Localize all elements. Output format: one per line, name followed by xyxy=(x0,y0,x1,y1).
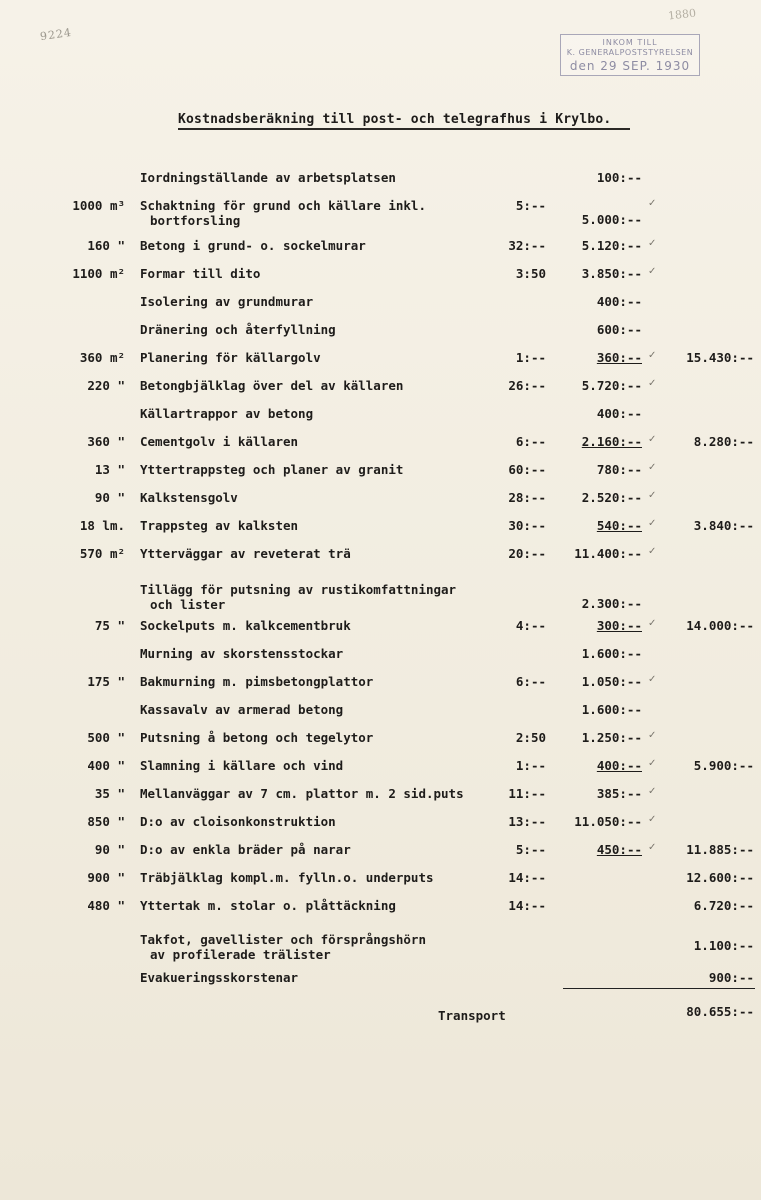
table-row xyxy=(0,490,761,520)
check-mark: ✓ xyxy=(648,462,657,473)
check-mark: ✓ xyxy=(648,238,657,249)
row-amount: 400:-- xyxy=(596,294,642,309)
row-description-line-1: Kassavalv av armerad betong xyxy=(140,702,344,717)
row-description xyxy=(140,238,366,253)
row-quantity: 90 " xyxy=(94,490,125,505)
row-amount: 5.000:-- xyxy=(581,212,642,227)
check-mark: ✓ xyxy=(648,518,657,529)
row-amount: 780:-- xyxy=(596,462,642,477)
row-unit-price: 6:-- xyxy=(515,674,546,689)
check-mark: ✓ xyxy=(648,434,657,445)
transport-total: 80.655:-- xyxy=(686,1004,754,1019)
row-quantity: 220 " xyxy=(87,378,125,393)
stamp-date: den 29 SEP. 1930 xyxy=(569,59,691,73)
row-description-line-1: D:o av enkla bräder på narar xyxy=(140,842,351,857)
check-mark: ✓ xyxy=(648,758,657,769)
row-amount: 400:-- xyxy=(596,406,642,421)
row-description-line-1: Slamning i källare och vind xyxy=(140,758,344,773)
row-description xyxy=(140,814,336,829)
row-unit-price: 3:50 xyxy=(515,266,546,281)
row-description-line-1: Formar till dito xyxy=(140,266,261,281)
row-description xyxy=(140,198,426,228)
row-description-line-1: Sockelputs m. kalkcementbruk xyxy=(140,618,351,633)
row-description-line-1: Betong i grund- o. sockelmurar xyxy=(140,238,366,253)
row-unit-price: 14:-- xyxy=(508,870,546,885)
row-description-line-1: Ytterväggar av reveterat trä xyxy=(140,546,351,561)
row-amount: 100:-- xyxy=(596,170,642,185)
row-description-line-1: Yttertak m. stolar o. plåttäckning xyxy=(140,898,396,913)
corner-pencil-note: 1880 xyxy=(667,6,697,23)
row-description-line-2: och lister xyxy=(150,597,226,612)
row-unit-price: 1:-- xyxy=(515,758,546,773)
row-description xyxy=(140,322,336,337)
row-description xyxy=(140,870,434,885)
row-subtotal: 11.885:-- xyxy=(686,842,754,857)
table-row xyxy=(0,618,761,648)
row-amount: 300:-- xyxy=(596,618,642,633)
check-mark: ✓ xyxy=(648,730,657,741)
row-amount: 450:-- xyxy=(596,842,642,857)
stamp-line-1: INKOM TILL xyxy=(602,38,658,47)
row-amount: 400:-- xyxy=(596,758,642,773)
row-quantity: 850 " xyxy=(87,814,125,829)
row-unit-price: 2:50 xyxy=(515,730,546,745)
row-description xyxy=(140,758,343,773)
row-description-line-1: Takfot, gavellister och försprångshörn xyxy=(140,932,426,947)
sum-line xyxy=(563,988,755,989)
table-row xyxy=(0,870,761,900)
row-description-line-1: Planering för källargolv xyxy=(140,350,321,365)
row-unit-price: 28:-- xyxy=(508,490,546,505)
row-description xyxy=(140,786,464,801)
row-quantity: 90 " xyxy=(94,842,125,857)
row-description-line-1: Schaktning för grund och källare inkl. xyxy=(140,198,426,213)
row-quantity: 160 " xyxy=(87,238,125,253)
row-quantity: 1000 m³ xyxy=(72,198,125,213)
row-description-line-1: Bakmurning m. pimsbetongplattor xyxy=(140,674,374,689)
row-description-line-1: Kalkstensgolv xyxy=(140,490,238,505)
check-mark: ✓ xyxy=(648,674,657,685)
row-subtotal: 15.430:-- xyxy=(686,350,754,365)
row-subtotal: 12.600:-- xyxy=(686,870,754,885)
row-quantity: 75 " xyxy=(94,618,125,633)
row-unit-price: 20:-- xyxy=(508,546,546,561)
row-description-line-2: bortforsling xyxy=(150,213,241,228)
row-unit-price: 26:-- xyxy=(508,378,546,393)
row-quantity: 175 " xyxy=(87,674,125,689)
row-description-line-1: Cementgolv i källaren xyxy=(140,434,299,449)
row-unit-price: 32:-- xyxy=(508,238,546,253)
table-row xyxy=(0,322,761,352)
row-amount: 1.600:-- xyxy=(581,646,642,661)
row-unit-price: 4:-- xyxy=(515,618,546,633)
row-subtotal: 14.000:-- xyxy=(686,618,754,633)
row-subtotal: 1.100:-- xyxy=(693,938,754,953)
row-amount: 540:-- xyxy=(596,518,642,533)
row-unit-price: 5:-- xyxy=(515,842,546,857)
check-mark: ✓ xyxy=(648,198,657,209)
row-description xyxy=(140,406,313,421)
row-unit-price: 1:-- xyxy=(515,350,546,365)
row-quantity: 570 m² xyxy=(79,546,125,561)
table-row xyxy=(0,378,761,408)
document-title: Kostnadsberäkning till post- och telegrafhus i Krylbo. xyxy=(178,112,612,127)
row-description-line-1: Träbjälklag kompl.m. fylln.o. underputs xyxy=(140,870,434,885)
row-description xyxy=(140,434,298,449)
row-description xyxy=(140,170,396,185)
row-amount: 3.850:-- xyxy=(581,266,642,281)
row-amount: 1.050:-- xyxy=(581,674,642,689)
table-row xyxy=(0,350,761,380)
row-description xyxy=(140,898,396,913)
table-row xyxy=(0,898,761,928)
table-row xyxy=(0,646,761,676)
row-description-line-1: Murning av skorstensstockar xyxy=(140,646,344,661)
transport-label: Transport xyxy=(438,1008,506,1023)
row-unit-price: 5:-- xyxy=(515,198,546,213)
received-stamp xyxy=(560,34,700,76)
row-description xyxy=(140,646,343,661)
table-row xyxy=(0,238,761,268)
row-quantity: 1100 m² xyxy=(72,266,125,281)
row-description xyxy=(140,618,351,633)
table-row xyxy=(0,198,761,228)
row-description-line-1: Mellanväggar av 7 cm. plattor m. 2 sid.puts xyxy=(140,786,464,801)
row-description-line-1: Dränering och återfyllning xyxy=(140,322,336,337)
row-amount: 2.160:-- xyxy=(581,434,642,449)
row-description xyxy=(140,674,373,689)
row-amount: 5.120:-- xyxy=(581,238,642,253)
row-description xyxy=(140,970,298,985)
check-mark: ✓ xyxy=(648,266,657,277)
row-quantity: 35 " xyxy=(94,786,125,801)
table-row xyxy=(0,518,761,548)
check-mark: ✓ xyxy=(648,350,657,361)
row-description-line-1: Evakueringsskorstenar xyxy=(140,970,299,985)
row-amount: 11.400:-- xyxy=(574,546,642,561)
row-unit-price: 13:-- xyxy=(508,814,546,829)
row-amount: 2.520:-- xyxy=(581,490,642,505)
row-subtotal: 5.900:-- xyxy=(693,758,754,773)
row-description xyxy=(140,546,351,561)
table-row xyxy=(0,546,761,576)
row-amount: 5.720:-- xyxy=(581,378,642,393)
row-description xyxy=(140,932,426,962)
row-description xyxy=(140,462,403,477)
row-amount: 385:-- xyxy=(596,786,642,801)
row-amount: 2.300:-- xyxy=(581,596,642,611)
row-description-line-1: Tillägg för putsning av rustikomfattningar xyxy=(140,582,457,597)
check-mark: ✓ xyxy=(648,546,657,557)
check-mark: ✓ xyxy=(648,786,657,797)
table-row xyxy=(0,932,761,962)
row-subtotal: 8.280:-- xyxy=(693,434,754,449)
row-unit-price: 60:-- xyxy=(508,462,546,477)
row-description xyxy=(140,294,313,309)
table-row xyxy=(0,786,761,816)
row-amount: 600:-- xyxy=(596,322,642,337)
row-quantity: 360 " xyxy=(87,434,125,449)
row-description xyxy=(140,518,298,533)
check-mark: ✓ xyxy=(648,814,657,825)
row-description xyxy=(140,378,403,393)
row-description-line-1: Betongbjälklag över del av källaren xyxy=(140,378,404,393)
table-row xyxy=(0,462,761,492)
row-unit-price: 11:-- xyxy=(508,786,546,801)
row-quantity: 500 " xyxy=(87,730,125,745)
table-row xyxy=(0,294,761,324)
row-subtotal: 3.840:-- xyxy=(693,518,754,533)
table-row xyxy=(0,406,761,436)
row-description xyxy=(140,490,238,505)
row-description-line-1: Putsning å betong och tegelytor xyxy=(140,730,374,745)
row-description-line-1: Isolering av grundmurar xyxy=(140,294,314,309)
row-quantity: 18 lm. xyxy=(79,518,125,533)
table-row xyxy=(0,702,761,732)
row-unit-price: 14:-- xyxy=(508,898,546,913)
row-description xyxy=(140,582,456,612)
row-subtotal: 900:-- xyxy=(708,970,754,985)
row-description xyxy=(140,702,343,717)
row-description-line-1: D:o av cloisonkonstruktion xyxy=(140,814,336,829)
row-unit-price: 6:-- xyxy=(515,434,546,449)
row-quantity: 360 m² xyxy=(79,350,125,365)
row-description-line-1: Trappsteg av kalksten xyxy=(140,518,299,533)
row-amount: 1.250:-- xyxy=(581,730,642,745)
check-mark: ✓ xyxy=(648,618,657,629)
row-description xyxy=(140,350,321,365)
row-amount: 360:-- xyxy=(596,350,642,365)
table-row xyxy=(0,970,761,1000)
archive-pencil-note: 9224 xyxy=(39,25,73,44)
check-mark: ✓ xyxy=(648,490,657,501)
row-subtotal: 6.720:-- xyxy=(693,898,754,913)
row-description-line-1: Yttertrappsteg och planer av granit xyxy=(140,462,404,477)
row-amount: 1.600:-- xyxy=(581,702,642,717)
table-row xyxy=(0,842,761,872)
table-row xyxy=(0,582,761,612)
title-double-underline xyxy=(178,128,630,134)
row-description-line-1: Källartrappor av betong xyxy=(140,406,314,421)
row-description xyxy=(140,842,351,857)
table-row xyxy=(0,814,761,844)
row-quantity: 400 " xyxy=(87,758,125,773)
row-quantity: 480 " xyxy=(87,898,125,913)
table-row xyxy=(0,434,761,464)
row-description-line-1: Iordningställande av arbetsplatsen xyxy=(140,170,396,185)
table-row xyxy=(0,674,761,704)
stamp-line-2: K. GENERALPOSTSTYRELSEN xyxy=(566,48,694,57)
row-amount: 11.050:-- xyxy=(574,814,642,829)
table-row xyxy=(0,170,761,200)
row-quantity: 900 " xyxy=(87,870,125,885)
row-description-line-2: av profilerade trälister xyxy=(150,947,331,962)
check-mark: ✓ xyxy=(648,842,657,853)
table-row xyxy=(0,266,761,296)
check-mark: ✓ xyxy=(648,378,657,389)
row-quantity: 13 " xyxy=(94,462,125,477)
table-row xyxy=(0,758,761,788)
row-unit-price: 30:-- xyxy=(508,518,546,533)
row-description xyxy=(140,730,373,745)
row-description xyxy=(140,266,260,281)
table-row xyxy=(0,730,761,760)
